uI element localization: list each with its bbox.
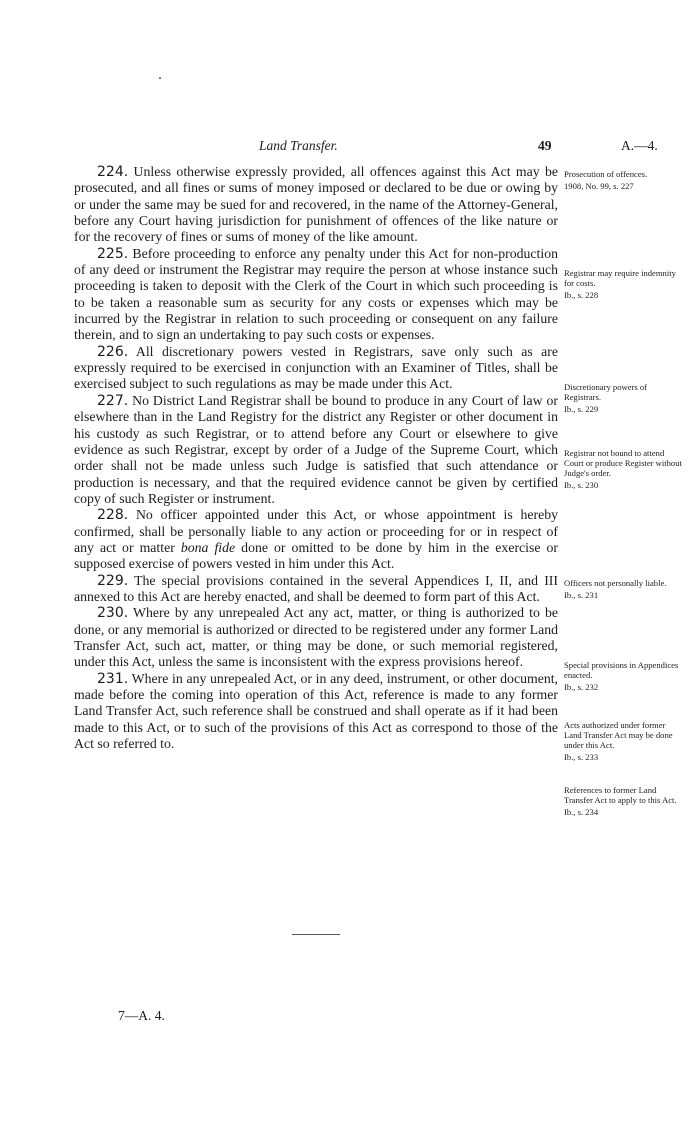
margin-note-citation: Ib., s. 229 — [564, 404, 599, 414]
section-231 — [74, 671, 558, 753]
margin-note-text: Special provisions in Appendices enacted. — [564, 660, 679, 680]
section-228 — [74, 507, 558, 572]
margin-note-citation: Ib., s. 228 — [564, 290, 599, 300]
section-text: Unless otherwise expressly provided, all offences against this Act may be prosecuted, and all fines or sums of money imposed or declared to be due or owing by or under the same may be sued for and recovered, in the name of the Attorney-General, before any Court having jurisdiction for punishment of offences of the like nature or for the recovery of fines or sums of money of the like amount. — [74, 164, 558, 245]
section-text: All discretionary powers vested in Registrars, save only such as are expressly required to be exercised in conjunction with an Examiner of Titles, shall be exercised subject to such regulations as may be made under this Act. — [74, 343, 558, 392]
section-text: No officer appointed under this Act, or whose appointment is hereby confirmed, shall be personally liable to any action or proceeding for or in respect of any act or matter — [74, 507, 559, 555]
document-reference: A.—4. — [621, 138, 658, 153]
margin-note-text: Prosecution of offences. — [564, 169, 648, 179]
section-number: 227. — [97, 392, 129, 409]
margin-note-text: Discretionary powers of Registrars. — [564, 382, 648, 402]
margin-note-230 — [564, 720, 682, 762]
section-number: 230. — [97, 605, 129, 622]
margin-note-text: Registrar may require indemnity for costs. — [564, 268, 676, 288]
margin-note-227 — [564, 448, 682, 490]
margin-note-231 — [564, 785, 682, 817]
section-text: Where in any unrepealed Act, or in any deed, instrument, or other document, made before the coming into operation of this Act, reference is made to any former Land Transfer Act, such reference shall be construed and shall operate as if it had been made to this Act, or to such of the provisions of this Act as correspond to those of the Act so referred to. — [74, 670, 559, 752]
margin-note-text: Acts authorized under former Land Transfer Act may be done under this Act. — [564, 720, 673, 750]
section-224 — [74, 164, 558, 246]
margin-note-228 — [564, 578, 682, 600]
closing-rule — [292, 934, 340, 935]
section-number: 224. — [97, 164, 129, 180]
margin-note-citation: Ib., s. 234 — [564, 807, 599, 817]
margin-note-229 — [564, 660, 682, 692]
printer-signature: 7—A. 4. — [118, 1008, 165, 1023]
margin-note-citation: Ib., s. 230 — [564, 480, 599, 490]
section-227 — [74, 393, 558, 507]
running-title: Land Transfer. — [259, 138, 338, 153]
section-text: No District Land Registrar shall be bound to produce in any Court of law or elsewhere than in the Land Registry for the district any Register or other document in his custody as such Registrar, or to attend before any Court or elsewhere to give evidence as such Registrar, except by order of a Judge of the Supreme Court, which order shall not be made unless such Judge is satisfied that such attendance or production is necessary, and that the required evidence cannot be given by certified copy of such Register or instrument. — [74, 392, 558, 506]
printer-dot — [159, 77, 161, 79]
section-text: done or omitted to be done by him in the exercise or supposed exercise of powers vested in him under this Act. — [74, 539, 559, 572]
section-number: 231. — [97, 670, 129, 687]
page-number: 49 — [538, 138, 552, 153]
section-number: 226. — [97, 343, 129, 360]
section-229 — [74, 573, 558, 606]
margin-note-text: References to former Land Transfer Act to apply to this Act. — [564, 785, 677, 805]
section-225 — [74, 246, 558, 344]
margin-note-225 — [564, 268, 682, 300]
margin-note-citation: 1908, No. 99, s. 227 — [564, 181, 634, 191]
section-text-italic: bona fide — [180, 539, 236, 555]
margin-note-text: Registrar not bound to attend Court or produce Register without Judge's order. — [564, 448, 682, 478]
section-number: 229. — [97, 572, 129, 589]
margin-note-citation: Ib., s. 232 — [564, 682, 599, 692]
margin-note-citation: Ib., s. 233 — [564, 752, 599, 762]
statute-body — [74, 164, 558, 752]
section-number: 228. — [97, 507, 129, 524]
running-header — [0, 138, 700, 158]
margin-note-citation: Ib., s. 231 — [564, 590, 599, 600]
section-number: 225. — [97, 245, 129, 262]
section-text: The special provisions contained in the several Appendices I, II, and III annexed to this Act are hereby enacted, and shall be deemed to form part of this Act. — [74, 572, 558, 604]
margin-note-226 — [564, 382, 682, 414]
section-230 — [74, 605, 558, 670]
section-text: Before proceeding to enforce any penalty under this Act for non-production of any deed or instrument the Registrar may require the person at whose instance such proceeding is taken to deposit with the Clerk of the Court in which such proceeding is to be taken a reasonable sum as security for any costs or expenses which may be incurred by the Registrar in relation to such proceeding or consequent on any failure therein, and to sign an undertaking to pay such costs or expenses. — [74, 245, 558, 343]
margin-note-text: Officers not personally liable. — [564, 578, 667, 588]
section-226 — [74, 344, 558, 393]
margin-note-224 — [564, 169, 682, 191]
section-text: Where by any unrepealed Act any act, matter, or thing is authorized to be done, or any memorial is authorized or directed to be registered under any former Land Transfer Act, such act, matter, or thing may be done, or such memorial registered, under this Act, unless the same is inconsistent with the express provisions hereof. — [74, 605, 558, 670]
